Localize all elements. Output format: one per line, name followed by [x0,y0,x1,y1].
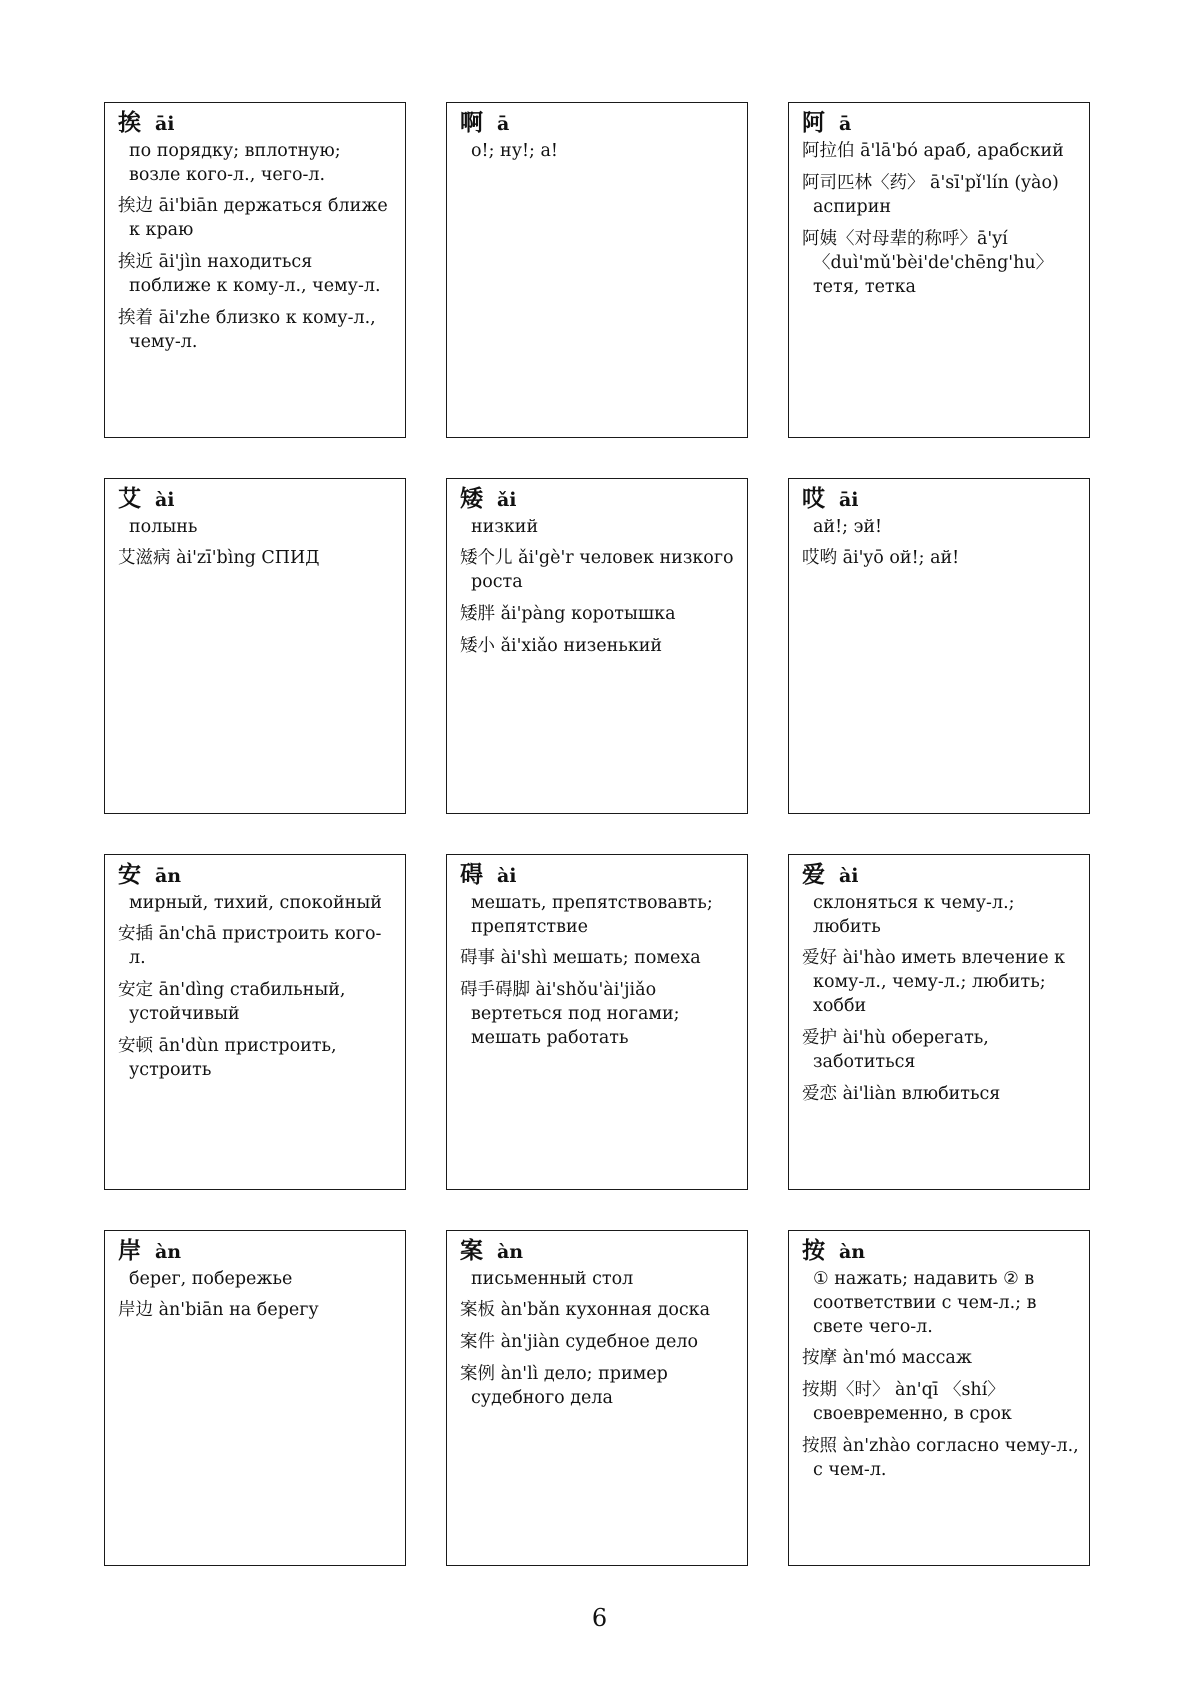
card-headword [802,109,1079,138]
card-headword [802,861,1079,890]
headword-pinyin: àn [155,1241,182,1263]
headword-pinyin: àn [497,1241,524,1263]
headword-pinyin: āi [839,489,859,511]
dictionary-card [788,854,1090,1190]
compound-entry: 阿司匹林〈药〉 ā'sī'pǐ'lín (yào) аспирин [802,173,1059,217]
dictionary-card [446,478,748,814]
compound-entry: 按期〈时〉 àn'qī 〈shí〉 своевременно, в срок [802,1380,1012,1424]
card-headword [118,1237,395,1266]
card-headword [460,109,737,138]
headword-character: 爱 [802,861,825,888]
headword-definition: о!; ну!; а! [471,141,558,161]
compound-entry: 挨近 āi'jìn находиться поближе к кому-л., чему-л. [118,252,381,296]
card-headword [118,109,395,138]
card-headword [118,861,395,890]
headword-character: 挨 [118,109,141,136]
compound-entry: 按摩 àn'mó массаж [802,1348,972,1368]
compound-entry: 安顿 ān'dùn пристроить, устроить [118,1036,337,1080]
headword-character: 矮 [460,485,483,512]
card-headword [118,485,395,514]
headword-character: 按 [802,1237,825,1264]
headword-pinyin: ài [497,865,517,887]
compound-entry: 艾滋病 ài'zī'bìng СПИД [118,548,320,568]
compound-entry: 矮个儿 ǎi'gè'r человек низкого роста [460,548,734,592]
compound-entry: 碍手碍脚 ài'shǒu'ài'jiǎo вертеться под ногами; мешать работать [460,980,680,1048]
headword-definition: ай!; эй! [813,517,883,537]
headword-pinyin: ǎi [497,489,517,511]
headword-character: 啊 [460,109,483,136]
dictionary-card [788,102,1090,438]
headword-pinyin: ài [155,489,175,511]
headword-definition: мирный, тихий, спокойный [129,893,382,913]
headword-pinyin: ài [839,865,859,887]
compound-entry: 按照 àn'zhào согласно чему-л., с чем-л. [802,1436,1079,1480]
headword-definition: полынь [129,517,198,537]
compound-entry: 安插 ān'chā пристроить кого-л. [118,924,382,968]
headword-character: 阿 [802,109,825,136]
headword-definition: письменный стол [471,1269,634,1289]
compound-entry: 碍事 ài'shì мешать; помеха [460,948,701,968]
dictionary-card-grid [104,102,1090,1566]
compound-entry: 爱护 ài'hù оберегать, заботиться [802,1028,989,1072]
dictionary-card [104,854,406,1190]
card-headword [460,1237,737,1266]
dictionary-card [446,854,748,1190]
headword-definition: низкий [471,517,539,537]
headword-definition: ① нажать; надавить ② в соответствии с чем-л.; в свете чего-л. [813,1269,1037,1337]
card-headword [460,485,737,514]
card-headword [460,861,737,890]
headword-definition: склоняться к чему-л.; любить [813,893,1015,937]
card-headword [802,485,1079,514]
dictionary-card [446,1230,748,1566]
dictionary-card [446,102,748,438]
compound-entry: 矮小 ǎi'xiǎo низенький [460,636,663,656]
headword-pinyin: āi [155,113,175,135]
headword-definition: мешать, препятствовавть; препятствие [471,893,713,937]
compound-entry: 案件 àn'jiàn судебное дело [460,1332,699,1352]
headword-character: 安 [118,861,141,888]
headword-character: 哎 [802,485,825,512]
compound-entry: 阿姨〈对母辈的称呼〉ā'yí 〈duì'mǔ'bèi'de'chēng'hu〉 тетя, тетка [802,229,1054,297]
headword-pinyin: ā [839,113,852,135]
card-headword [802,1237,1079,1266]
dictionary-card [788,1230,1090,1566]
headword-definition: по порядку; вплотную; возле кого-л., чего-л. [129,141,341,185]
headword-character: 艾 [118,485,141,512]
dictionary-card [104,478,406,814]
headword-character: 碍 [460,861,483,888]
dictionary-card [104,102,406,438]
compound-entry: 爱恋 ài'liàn влюбиться [802,1084,1001,1104]
dictionary-card [788,478,1090,814]
compound-entry: 矮胖 ǎi'pàng коротышка [460,604,676,624]
compound-entry: 案例 àn'lì дело; пример судебного дела [460,1364,668,1408]
compound-entry: 挨边 āi'biān держаться ближе к краю [118,196,388,240]
compound-entry: 挨着 āi'zhe близко к кому-л., чему-л. [118,308,376,352]
compound-entry: 案板 àn'bǎn кухонная доска [460,1300,711,1320]
page-number: 6 [591,1604,608,1632]
headword-pinyin: ā [497,113,510,135]
dictionary-card [104,1230,406,1566]
compound-entry: 岸边 àn'biān на берегу [118,1300,319,1320]
compound-entry: 哎哟 āi'yō ой!; ай! [802,548,960,568]
headword-character: 案 [460,1237,483,1264]
headword-definition: берег, побережье [129,1269,293,1289]
headword-pinyin: ān [155,865,182,887]
compound-entry: 阿拉伯 ā'lā'bó араб, арабский [802,141,1064,161]
headword-pinyin: àn [839,1241,866,1263]
compound-entry: 爱好 ài'hào иметь влечение к кому-л., чему-л.; любить; хобби [802,948,1066,1016]
compound-entry: 安定 ān'dìng стабильный, устойчивый [118,980,346,1024]
headword-character: 岸 [118,1237,141,1264]
